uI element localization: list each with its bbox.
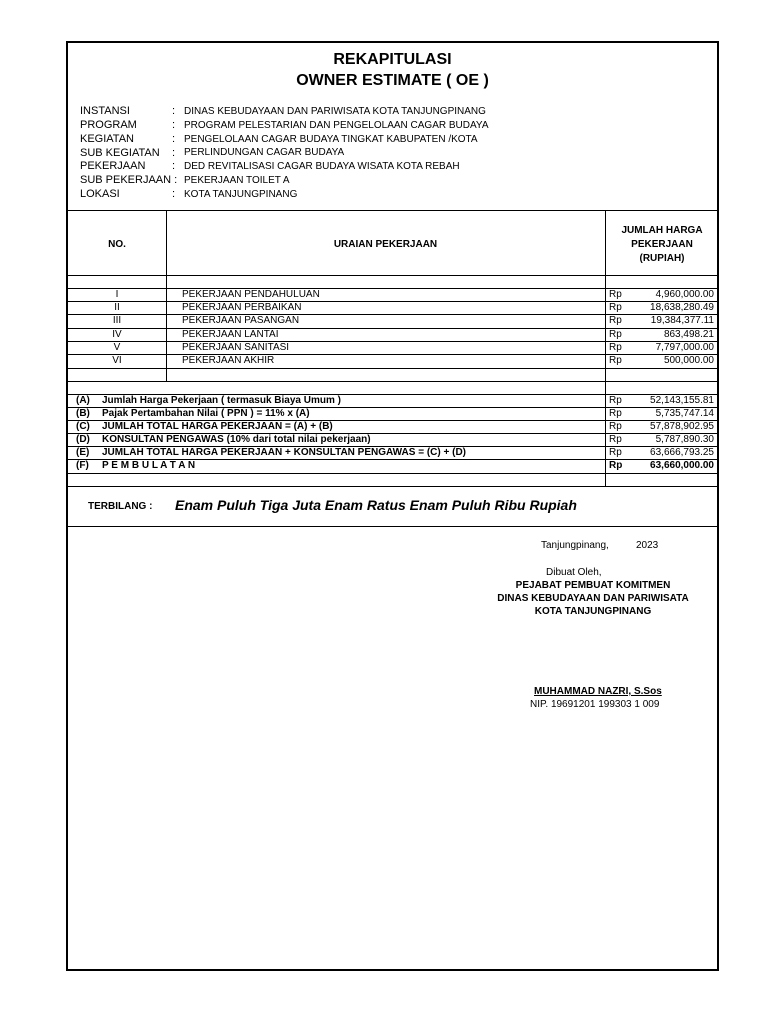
currency-label: Rp [609, 460, 623, 471]
info-colon: : [172, 133, 176, 145]
info-value: KOTA TANJUNGPINANG [184, 189, 298, 200]
document-frame [66, 41, 719, 971]
summary-code: (F) [76, 460, 89, 471]
made-by-label: Dibuat Oleh, [546, 567, 602, 578]
signature-place: Tanjungpinang, [541, 540, 609, 551]
info-colon: : [172, 105, 176, 117]
table-bottom-border [68, 486, 717, 487]
currency-label: Rp [609, 434, 622, 445]
row-description: PEKERJAAN SANITASI [182, 342, 290, 353]
row-description: PEKERJAAN PASANGAN [182, 315, 300, 326]
info-value: PERLINDUNGAN CAGAR BUDAYA [184, 147, 345, 158]
currency-label: Rp [609, 289, 622, 300]
info-colon: : [172, 188, 176, 200]
currency-label: Rp [609, 315, 622, 326]
row-number: VI [112, 355, 122, 366]
currency-label: Rp [609, 342, 622, 353]
row-number: II [114, 302, 120, 313]
row-number: IV [112, 329, 122, 340]
signature-year: 2023 [636, 540, 659, 551]
doc-subtitle: OWNER ESTIMATE ( OE ) [296, 72, 489, 89]
signer-nip: NIP. 19691201 199303 1 009 [530, 699, 660, 710]
summary-text: JUMLAH TOTAL HARGA PEKERJAAN + KONSULTAN PENGAWAS = (C) + (D) [102, 447, 467, 458]
table-divider [68, 381, 717, 382]
info-colon: : [172, 119, 176, 131]
info-label: KEGIATAN [80, 133, 134, 145]
summary-code: (D) [76, 434, 90, 445]
terbilang-bottom-border [68, 526, 717, 527]
row-number: V [113, 342, 121, 353]
info-value: PEKERJAAN TOILET A [184, 175, 290, 186]
info-label: LOKASI [80, 188, 120, 200]
info-label: SUB PEKERJAAN : [80, 174, 178, 186]
signer-role: DINAS KEBUDAYAAN DAN PARIWISATA [497, 593, 689, 604]
terbilang-label: TERBILANG : [88, 501, 153, 512]
row-description: PEKERJAAN LANTAI [182, 329, 279, 340]
col-header-no: NO. [108, 239, 126, 250]
summary-code: (C) [76, 421, 90, 432]
summary-code: (B) [76, 408, 90, 419]
col-header-uraian: URAIAN PEKERJAAN [333, 239, 438, 250]
summary-code: (A) [76, 395, 90, 406]
col-header-jumlah: JUMLAH HARGA [621, 225, 703, 236]
summary-text: Pajak Pertambahan Nilai ( PPN ) = 11% x (A) [102, 408, 310, 419]
row-number: III [112, 315, 122, 326]
signer-role: PEJABAT PEMBUAT KOMITMEN [515, 580, 671, 591]
currency-label: Rp [609, 421, 622, 432]
row-amount: 500,000.00 [663, 355, 714, 366]
row-amount: 4,960,000.00 [655, 289, 714, 300]
currency-label: Rp [609, 329, 622, 340]
currency-label: Rp [609, 395, 622, 406]
info-label: PEKERJAAN [80, 160, 146, 172]
table-divider [68, 473, 717, 474]
row-amount: 18,638,280.49 [650, 302, 714, 313]
info-label: INSTANSI [80, 105, 130, 117]
row-amount: 863,498.21 [663, 329, 714, 340]
summary-code: (E) [76, 447, 90, 458]
summary-amount: 63,666,793.25 [650, 447, 714, 458]
summary-text: Jumlah Harga Pekerjaan ( termasuk Biaya Umum ) [102, 395, 341, 406]
summary-text: KONSULTAN PENGAWAS (10% dari total nilai pekerjaan) [102, 434, 371, 445]
summary-amount: 5,735,747.14 [655, 408, 714, 419]
col-header-jumlah: PEKERJAAN [631, 239, 693, 250]
summary-text: P E M B U L A T A N [102, 460, 196, 471]
currency-label: Rp [609, 447, 622, 458]
currency-label: Rp [609, 408, 622, 419]
summary-amount: 57,878,902.95 [650, 421, 714, 432]
info-label: PROGRAM [80, 119, 137, 131]
currency-label: Rp [609, 355, 622, 366]
summary-amount: 5,787,890.30 [655, 434, 714, 445]
terbilang-value: Enam Puluh Tiga Juta Enam Ratus Enam Puluh Ribu Rupiah [175, 497, 577, 513]
row-amount: 7,797,000.00 [655, 342, 714, 353]
summary-amount: 63,660,000.00 [650, 460, 714, 471]
doc-title: REKAPITULASI [333, 51, 452, 68]
info-colon: : [172, 147, 176, 159]
row-description: PEKERJAAN PENDAHULUAN [182, 289, 320, 300]
summary-text: JUMLAH TOTAL HARGA PEKERJAAN = (A) + (B) [102, 421, 333, 432]
row-description: PEKERJAAN AKHIR [182, 355, 275, 366]
signer-name: MUHAMMAD NAZRI, S.Sos [534, 686, 662, 697]
row-number: I [115, 289, 119, 300]
row-amount: 19,384,377.11 [650, 315, 714, 326]
info-label: SUB KEGIATAN [80, 147, 160, 159]
row-description: PEKERJAAN PERBAIKAN [182, 302, 302, 313]
col-header-jumlah: (RUPIAH) [639, 253, 685, 264]
info-value: PROGRAM PELESTARIAN DAN PENGELOLAAN CAGAR BUDAYA [184, 120, 489, 131]
info-value: DED REVITALISASI CAGAR BUDAYA WISATA KOTA REBAH [184, 161, 460, 172]
info-colon: : [172, 160, 176, 172]
info-value: DINAS KEBUDAYAAN DAN PARIWISATA KOTA TANJUNGPINANG [184, 106, 486, 117]
col-divider [605, 210, 606, 486]
info-value: PENGELOLAAN CAGAR BUDAYA TINGKAT KABUPATEN /KOTA [184, 134, 478, 145]
signer-role: KOTA TANJUNGPINANG [534, 606, 652, 617]
summary-amount: 52,143,155.81 [650, 395, 714, 406]
currency-label: Rp [609, 302, 622, 313]
col-divider [166, 210, 167, 381]
